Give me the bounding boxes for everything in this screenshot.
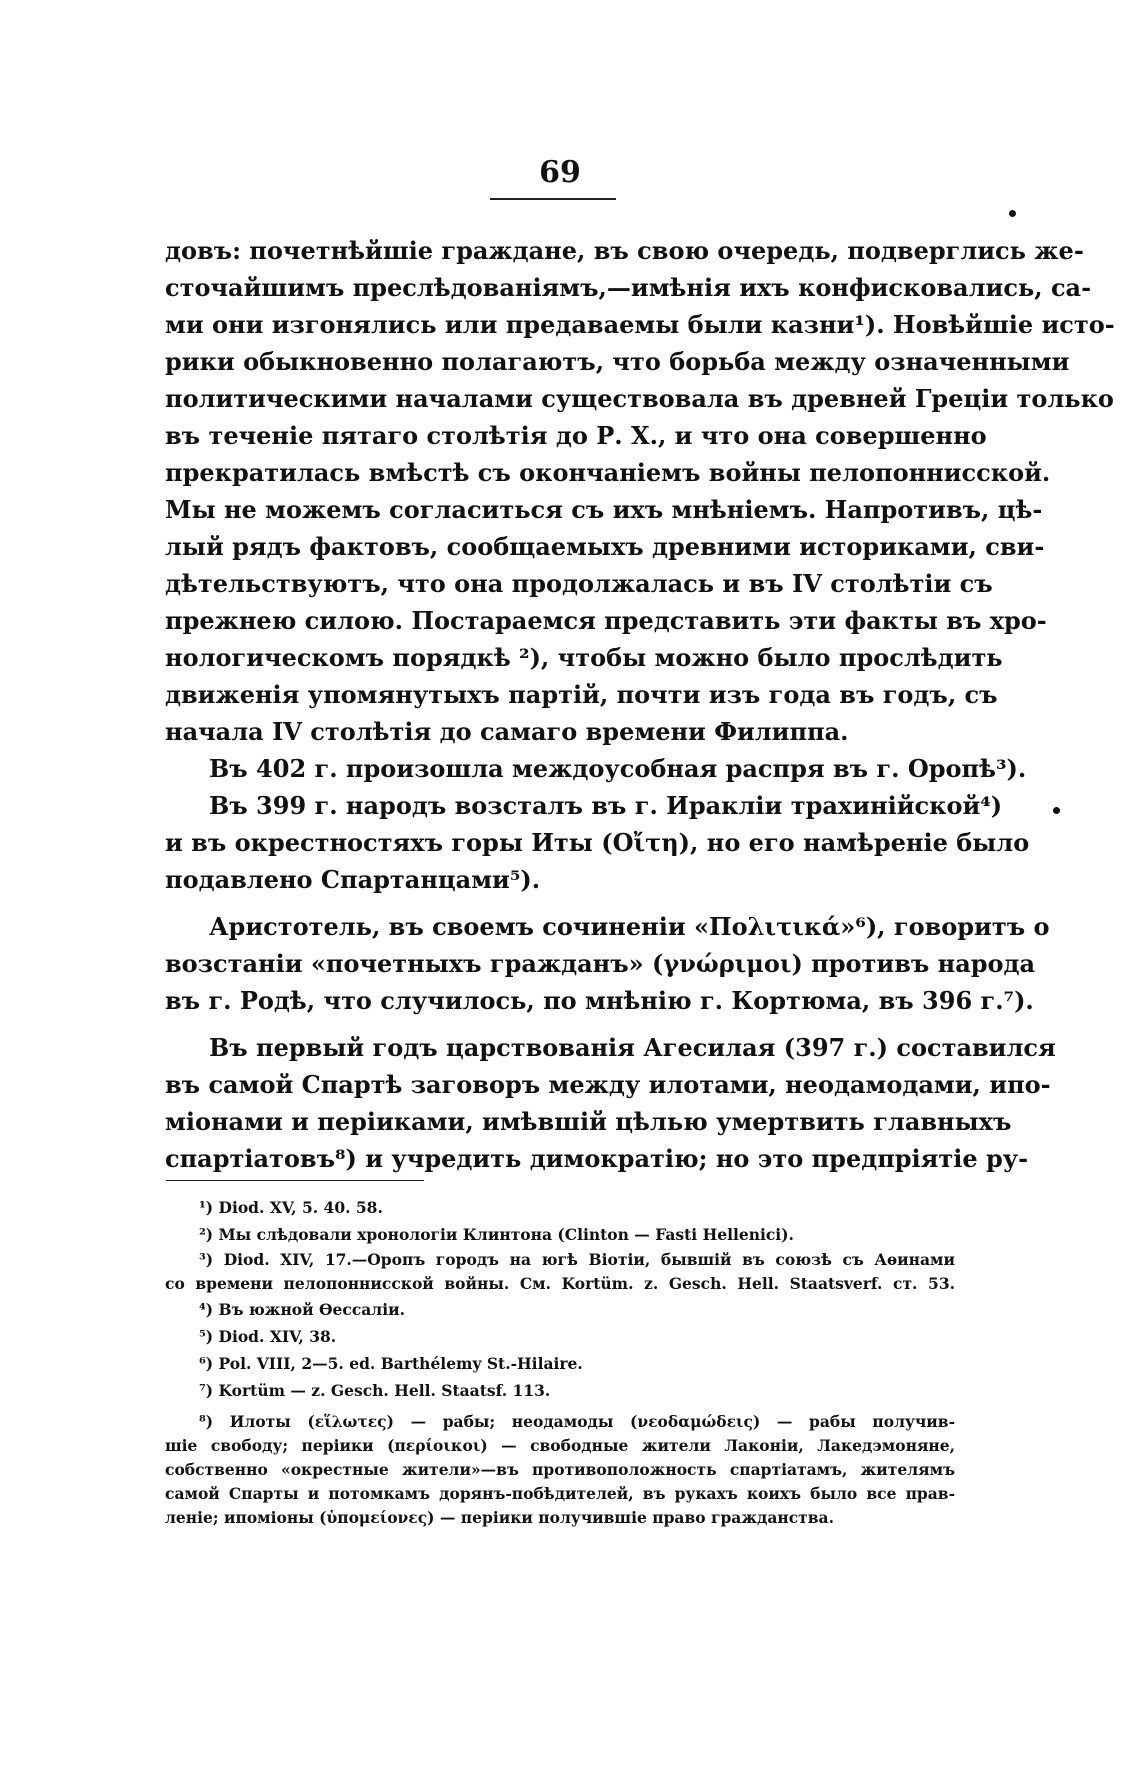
text-line: Въ первый годъ царствованія Агесилая (397 г.) составился bbox=[209, 1033, 1056, 1062]
text-line: и въ окрестностяхъ горы Иты (Οἴτη), но его намѣреніе было bbox=[165, 828, 1030, 857]
text-line: міонами и періиками, имѣвшій цѣлью умертвить главныхъ bbox=[165, 1107, 1012, 1136]
text-line: ми они изгонялись или предаваемы были казни¹). Новѣйшіе исто- bbox=[165, 310, 1115, 339]
text-line: рики обыкновенно полагаютъ, что борьба между означенными bbox=[165, 347, 1070, 376]
text-line: начала IV столѣтія до самаго времени Филиппа. bbox=[165, 717, 849, 746]
text-line: Въ 402 г. произошла междоусобная распря въ г. Оропѣ³). bbox=[209, 754, 1027, 783]
text-line: въ теченіе пятаго столѣтія до Р. Х., и что она совершенно bbox=[165, 421, 987, 450]
footnote: ⁶) Pol. VIII, 2—5. ed. Barthélemy St.-Hilaire. bbox=[199, 1354, 583, 1373]
text-line: спартіатовъ⁸) и учредить димократію; но это предпріятіе ру- bbox=[165, 1144, 1029, 1173]
footnote: шіе свободу; періики (περίοικοι) — свободные жители Лаконіи, Лакедэмоняне, bbox=[165, 1436, 955, 1455]
header-rule bbox=[490, 198, 616, 200]
text-line: въ самой Спартѣ заговоръ между илотами, неодамодами, ипо- bbox=[165, 1070, 1051, 1099]
text-line: Аристотель, въ своемъ сочиненіи «Πολιτικά»⁶), говоритъ о bbox=[209, 912, 1050, 941]
footnote: самой Спарты и потомкамъ дорянъ-побѣдителей, въ рукахъ коихъ было все прав- bbox=[165, 1484, 955, 1503]
footnote: ¹) Diod. XV, 5. 40. 58. bbox=[199, 1198, 383, 1217]
footnote: ⁷) Kortüm — z. Gesch. Hell. Staatsf. 113. bbox=[199, 1381, 551, 1400]
text-line: политическими началами существовала въ древней Греціи только bbox=[165, 384, 1114, 413]
text-line: прежнею силою. Постараемся представить эти факты въ хро- bbox=[165, 606, 1047, 635]
footnote: ⁸) Илоты (εἵλωτες) — рабы; неодамоды (νεοδαμώδεις) — рабы получив- bbox=[199, 1412, 955, 1431]
scan-speck bbox=[1009, 210, 1016, 217]
page-number: 69 bbox=[539, 155, 581, 190]
footnote: леніе; ипоміоны (ὑπομείονες) — періики получившіе право гражданства. bbox=[165, 1508, 834, 1527]
text-line: прекратилась вмѣстѣ съ окончаніемъ войны пелопоннисской. bbox=[165, 458, 1051, 487]
text-line: возстаніи «почетныхъ гражданъ» (γνώριμοι) противъ народа bbox=[165, 949, 1036, 978]
text-line: дѣтельствуютъ, что она продолжалась и въ IV столѣтіи съ bbox=[165, 569, 993, 598]
footnote: ⁴) Въ южной Ѳессаліи. bbox=[199, 1300, 406, 1319]
scan-speck bbox=[1053, 807, 1060, 814]
text-line: лый рядъ фактовъ, сообщаемыхъ древними историками, сви- bbox=[165, 532, 1045, 561]
footnote: ³) Diod. XIV, 17.—Оропъ городъ на югѣ Віотіи, бывшій въ союзѣ съ Аѳинами bbox=[199, 1250, 955, 1269]
footnote: ⁵) Diod. XIV, 38. bbox=[199, 1327, 337, 1346]
text-line: Въ 399 г. народъ возсталъ въ г. Иракліи трахинійской⁴) bbox=[209, 791, 1003, 820]
text-line: въ г. Родѣ, что случилось, по мнѣнію г. Кортюма, въ 396 г.⁷). bbox=[165, 986, 1034, 1015]
footnote: ²) Мы слѣдовали хронологіи Клинтона (Clinton — Fasti Hellenici). bbox=[199, 1225, 794, 1244]
footnote: со времени пелопоннисской войны. См. Kortüm. z. Gesch. Hell. Staatsverf. ст. 53. bbox=[165, 1274, 955, 1293]
text-line: довъ: почетнѣйшіе граждане, въ свою очередь, подверглись же- bbox=[165, 236, 1084, 265]
text-line: нологическомъ порядкѣ ²), чтобы можно было прослѣдить bbox=[165, 643, 1003, 672]
main-text bbox=[165, 232, 1115, 1177]
footnote: собственно «окрестные жители»—въ противоположность спартіатамъ, жителямъ bbox=[165, 1460, 955, 1479]
text-line: Мы не можемъ согласиться съ ихъ мнѣніемъ. Напротивъ, цѣ- bbox=[165, 495, 1043, 524]
footnote-rule bbox=[166, 1180, 424, 1181]
footnotes bbox=[165, 1194, 955, 1530]
text-line: сточайшимъ преслѣдованіямъ,—имѣнія ихъ конфисковались, са- bbox=[165, 273, 1092, 302]
text-line: подавлено Спартанцами⁵). bbox=[165, 865, 541, 894]
text-line: движенія упомянутыхъ партій, почти изъ года въ годъ, съ bbox=[165, 680, 998, 709]
